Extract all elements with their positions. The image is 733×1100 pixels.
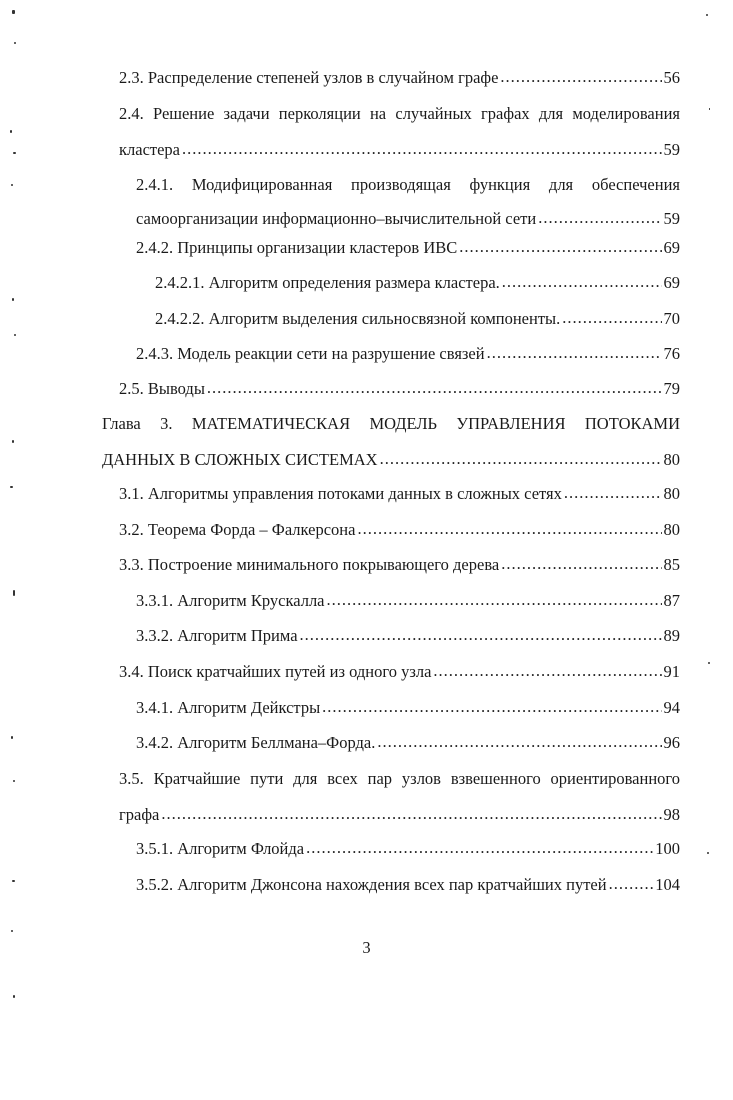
toc-entry-title: кластера xyxy=(119,140,181,159)
toc-entry-3-3 xyxy=(119,555,680,575)
toc-entry-3-4 xyxy=(119,662,680,682)
toc-entry-title: 2.5. Выводы xyxy=(119,379,205,398)
toc-entry-page: 56 xyxy=(663,68,680,87)
scan-speck xyxy=(14,334,16,336)
toc-entry-title: 3.5.1. Алгоритм Флойда xyxy=(136,839,305,858)
scan-speck xyxy=(11,930,13,932)
toc-entry-2-5 xyxy=(119,379,680,399)
leader-dots xyxy=(207,378,662,398)
leader-dots xyxy=(433,661,661,681)
toc-entry-2-4-1 xyxy=(136,175,680,229)
leader-dots xyxy=(500,67,661,87)
scan-speck xyxy=(11,184,13,186)
toc-entry-page: 59 xyxy=(663,209,680,228)
scan-speck xyxy=(12,880,15,882)
toc-entry-title: 3.1. Алгоритмы управления потоками данных в сложных сетях xyxy=(119,484,562,503)
leader-dots xyxy=(182,139,661,159)
toc-entry-page: 104 xyxy=(655,875,680,894)
toc-entry-title: 3.3.1. Алгоритм Крускалла xyxy=(136,591,325,610)
toc-entry-title: 2.4.2. Принципы организации кластеров ИВС xyxy=(136,238,458,257)
leader-dots xyxy=(306,838,653,858)
toc-entry-title: 3.5.2. Алгоритм Джонсона нахождения всех пар кратчайших путей xyxy=(136,875,607,894)
toc-entry-page: 91 xyxy=(663,662,680,681)
leader-dots xyxy=(502,272,662,292)
toc-entry-3-2 xyxy=(119,520,680,540)
scan-speck xyxy=(13,780,15,782)
toc-entry-title: 2.3. Распределение степеней узлов в случайном графе xyxy=(119,68,499,87)
scan-speck xyxy=(12,440,14,443)
leader-dots xyxy=(327,590,662,610)
toc-entry-title: 3.3.2. Алгоритм Прима xyxy=(136,626,298,645)
toc-entry-page: 80 xyxy=(663,450,680,469)
toc-entry-2-4-2-1 xyxy=(155,273,680,293)
toc-entry-2-4-2 xyxy=(136,238,680,258)
leader-dots xyxy=(501,554,661,574)
leader-dots xyxy=(562,308,661,328)
toc-entry-page: 59 xyxy=(663,140,680,159)
leader-dots xyxy=(300,625,662,645)
toc-entry-page: 89 xyxy=(663,626,680,645)
toc-entry-title: 3.4.2. Алгоритм Беллмана–Форда. xyxy=(136,733,376,752)
toc-entry-chapter-3 xyxy=(102,414,680,470)
toc-entry-title-line1: 2.4.1. Модифицированная производящая функция для обеспечения xyxy=(136,175,680,194)
toc-entry-2-3 xyxy=(119,68,680,88)
scan-speck xyxy=(707,852,709,854)
scan-speck xyxy=(11,736,13,739)
toc-entry-3-5-2 xyxy=(136,875,680,895)
toc-entry-page: 87 xyxy=(663,591,680,610)
leader-dots xyxy=(538,208,661,228)
toc-entry-page: 69 xyxy=(663,273,680,292)
toc-entry-3-4-2 xyxy=(136,733,680,753)
toc-entry-title: 2.4.3. Модель реакции сети на разрушение связей xyxy=(136,344,485,363)
leader-dots xyxy=(564,483,662,503)
toc-entry-title: 2.4.2.1. Алгоритм определения размера кластера. xyxy=(155,273,500,292)
leader-dots xyxy=(377,732,661,752)
scan-speck xyxy=(12,298,14,301)
toc-entry-title: ДАННЫХ В СЛОЖНЫХ СИСТЕМАХ xyxy=(102,450,378,469)
toc-entry-2-4-2-2 xyxy=(155,309,680,329)
toc-entry-title-line1: 3.5. Кратчайшие пути для всех пар узлов взвешенного ориентированного xyxy=(119,769,680,788)
toc-entry-3-4-1 xyxy=(136,698,680,718)
scan-speck xyxy=(708,662,710,664)
toc-entry-2-4-3 xyxy=(136,344,680,364)
toc-entry-page: 96 xyxy=(663,733,680,752)
scan-speck xyxy=(13,152,16,154)
toc-entry-3-5 xyxy=(119,769,680,825)
toc-entry-page: 85 xyxy=(663,555,680,574)
scan-speck xyxy=(10,486,13,488)
scan-speck xyxy=(706,14,708,16)
toc-entry-page: 69 xyxy=(663,238,680,257)
scan-speck xyxy=(10,130,12,133)
scan-speck xyxy=(13,590,15,596)
toc-entry-title: самоорганизации информационно–вычислительной сети xyxy=(136,209,537,228)
toc-entry-page: 70 xyxy=(663,309,680,328)
toc-entry-3-1 xyxy=(119,484,680,504)
toc-entry-3-5-1 xyxy=(136,839,680,859)
leader-dots xyxy=(459,237,661,257)
leader-dots xyxy=(322,697,661,717)
toc-entry-title-line1: Глава 3. МАТЕМАТИЧЕСКАЯ МОДЕЛЬ УПРАВЛЕНИЯ ПОТОКАМИ xyxy=(102,414,680,433)
leader-dots xyxy=(609,874,654,894)
toc-entry-page: 76 xyxy=(663,344,680,363)
scan-speck xyxy=(12,10,15,14)
toc-entry-2-4 xyxy=(119,104,680,160)
toc-entry-page: 80 xyxy=(663,520,680,539)
toc-entry-page: 98 xyxy=(663,805,680,824)
toc-entry-title: 3.4.1. Алгоритм Дейкстры xyxy=(136,698,321,717)
toc-entry-page: 94 xyxy=(663,698,680,717)
scan-speck xyxy=(14,42,16,44)
toc-entry-title: 2.4.2.2. Алгоритм выделения сильносвязной компоненты. xyxy=(155,309,561,328)
leader-dots xyxy=(380,449,662,469)
toc-entry-3-3-2 xyxy=(136,626,680,646)
page-number: 3 xyxy=(362,938,371,957)
scan-speck xyxy=(709,108,710,110)
toc-entry-title: 3.4. Поиск кратчайших путей из одного узла xyxy=(119,662,432,681)
leader-dots xyxy=(357,519,661,539)
toc-entry-page: 80 xyxy=(663,484,680,503)
leader-dots xyxy=(487,343,662,363)
scan-speck xyxy=(13,995,15,998)
toc-entry-title: графа xyxy=(119,805,160,824)
toc-entry-title: 3.3. Построение минимального покрывающего дерева xyxy=(119,555,500,574)
toc-entry-page: 79 xyxy=(663,379,680,398)
leader-dots xyxy=(161,804,661,824)
toc-entry-page: 100 xyxy=(655,839,680,858)
toc-entry-title-line1: 2.4. Решение задачи перколяции на случайных графах для моделирования xyxy=(119,104,680,123)
toc-entry-3-3-1 xyxy=(136,591,680,611)
toc-entry-title: 3.2. Теорема Форда – Фалкерсона xyxy=(119,520,356,539)
